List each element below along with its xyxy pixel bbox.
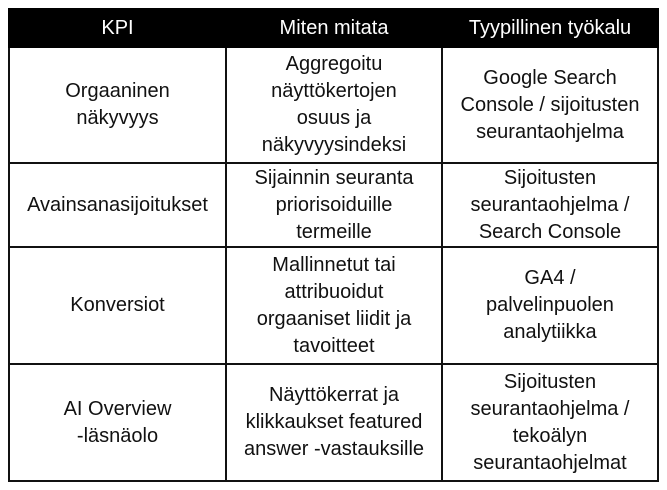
cell-text: Konversiot (70, 294, 165, 316)
cell-text: GA4 / (524, 267, 576, 289)
tool-cell (442, 364, 658, 481)
kpi-cell (9, 47, 226, 163)
cell-text: tekoälyn (512, 424, 588, 447)
cell-text: palvelinpuolen (486, 294, 614, 316)
cell-text: Sijoitusten (503, 166, 597, 189)
table-row (9, 47, 658, 163)
cell-text: seurantaohjelma (476, 120, 624, 143)
cell-text: seurantaohjelmat (473, 451, 627, 474)
header-row (9, 9, 658, 47)
cell-text: analytiikka (503, 321, 597, 343)
kpi-cell (9, 163, 226, 247)
table-row (9, 364, 658, 481)
cell-text: Console / sijoitusten (460, 93, 640, 116)
cell-text: orgaaniset liidit ja (256, 307, 412, 330)
tool-cell (442, 47, 658, 163)
cell-text: attribuoidut (284, 280, 384, 303)
cell-text: Google Search (483, 66, 617, 89)
header-kpi: KPI (9, 9, 226, 47)
kpi-cell (9, 364, 226, 481)
cell-text: termeille (296, 220, 372, 243)
measure-cell (226, 247, 442, 364)
cell-text: -läsnäolo (76, 424, 159, 447)
measure-cell (226, 47, 442, 163)
cell-text: Mallinnetut tai (272, 253, 396, 276)
measure-cell (226, 364, 442, 481)
header-typical-tool: Tyypillinen työkalu (442, 9, 658, 47)
cell-text: AI Overview (63, 397, 172, 420)
cell-text: seurantaohjelma / (470, 397, 630, 420)
measure-cell (226, 163, 442, 247)
cell-text: Avainsanasijoitukset (27, 193, 208, 216)
table-row (9, 163, 658, 247)
cell-text: tavoitteet (293, 334, 375, 357)
cell-text: Aggregoitu (285, 53, 383, 75)
cell-text: priorisoiduille (275, 193, 393, 216)
cell-text: klikkaukset featured (245, 411, 423, 433)
cell-text: osuus ja (296, 107, 372, 129)
cell-text: Sijainnin seuranta (254, 166, 414, 189)
kpi-table (8, 8, 659, 482)
cell-text: seurantaohjelma / (470, 193, 630, 216)
tool-cell (442, 247, 658, 364)
tool-cell (442, 163, 658, 247)
cell-text: Näyttökerrat ja (268, 384, 400, 406)
cell-text: näkyvyys (76, 107, 159, 129)
cell-text: näyttökertojen (271, 80, 397, 102)
kpi-cell (9, 247, 226, 364)
cell-text: Sijoitusten (503, 370, 597, 393)
cell-text: Orgaaninen (65, 80, 170, 102)
table-row (9, 247, 658, 364)
cell-text: näkyvyysindeksi (261, 134, 407, 156)
cell-text: Search Console (478, 220, 622, 243)
cell-text: answer -vastauksille (243, 438, 425, 460)
header-how-to-measure: Miten mitata (226, 9, 442, 47)
